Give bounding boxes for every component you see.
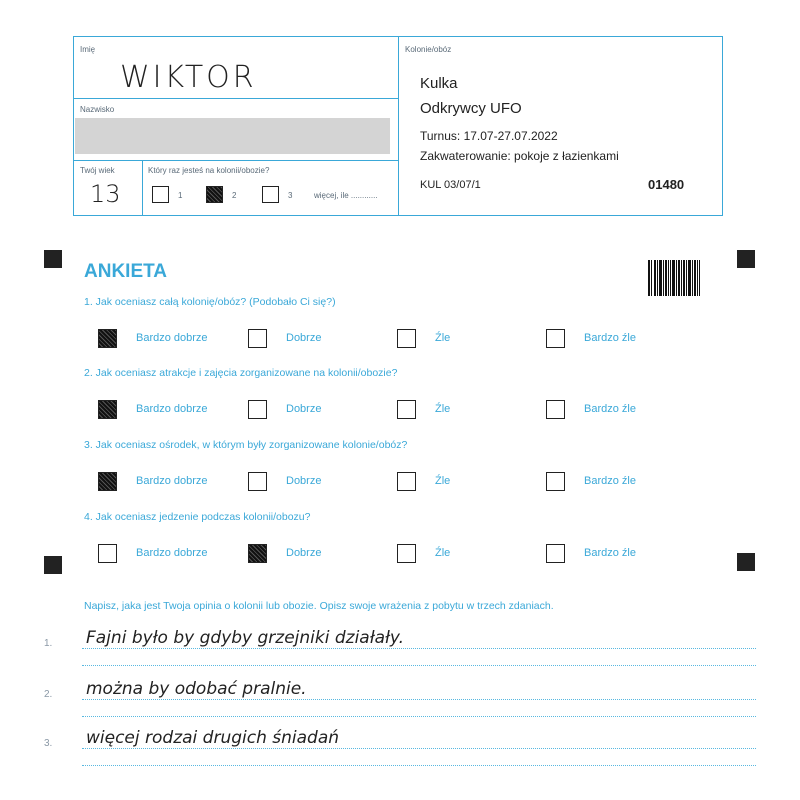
ktory-raz-option-2: 2 <box>232 191 237 200</box>
nazwisko-label: Nazwisko <box>80 105 115 114</box>
registration-marker-top-left <box>44 250 62 268</box>
opinion-line-number: 1. <box>44 638 53 649</box>
camp-program: Odkrywcy UFO <box>420 100 522 117</box>
ktory-raz-label: Który raz jesteś na kolonii/obozie? <box>148 166 270 175</box>
question-2-option-label: Bardzo źle <box>584 403 636 415</box>
barcode-icon <box>648 260 700 296</box>
question-4-checkbox-2[interactable] <box>248 544 267 563</box>
question-1-option-label: Bardzo źle <box>584 332 636 344</box>
question-3-checkbox-2[interactable] <box>248 472 267 491</box>
ktory-raz-checkbox-2[interactable] <box>206 186 223 203</box>
opinion-line-2-answer[interactable]: można by odobać pralnie. <box>86 679 307 699</box>
opinion-prompt: Napisz, jaka jest Twoja opinia o kolonii lub obozie. Opisz swoje wrażenia z pobytu w trzech zdaniach. <box>84 600 554 612</box>
question-3-text: 3. Jak oceniasz ośrodek, w którym były zorganizowane kolonie/obóz? <box>84 439 408 451</box>
question-1-checkbox-1[interactable] <box>98 329 117 348</box>
imie-label: Imię <box>80 45 96 54</box>
survey-title: ANKIETA <box>84 261 168 282</box>
wiek-value[interactable]: 13 <box>90 180 121 208</box>
camp-turnus: Turnus: 17.07-27.07.2022 <box>420 129 558 143</box>
camp-name: Kulka <box>420 75 458 92</box>
camp-label: Kolonie/obóz <box>405 45 452 54</box>
opinion-dotted-line <box>82 716 756 717</box>
header-divider-1 <box>73 98 398 99</box>
question-2-checkbox-3[interactable] <box>397 400 416 419</box>
opinion-line-number: 3. <box>44 738 53 749</box>
question-3-option-label: Dobrze <box>286 475 322 487</box>
header-divider-vertical <box>398 36 399 216</box>
question-2-option-label: Dobrze <box>286 403 322 415</box>
opinion-dotted-line <box>82 699 756 700</box>
opinion-line-number: 2. <box>44 689 53 700</box>
question-3-checkbox-1[interactable] <box>98 472 117 491</box>
question-2-text: 2. Jak oceniasz atrakcje i zajęcia zorganizowane na kolonii/obozie? <box>84 367 398 379</box>
question-3-option-label: Bardzo źle <box>584 475 636 487</box>
question-1-checkbox-3[interactable] <box>397 329 416 348</box>
question-4-checkbox-4[interactable] <box>546 544 565 563</box>
question-3-option-label: Bardzo dobrze <box>136 475 208 487</box>
camp-number: 01480 <box>648 177 685 192</box>
question-1-option-label: Bardzo dobrze <box>136 332 208 344</box>
question-3-checkbox-3[interactable] <box>397 472 416 491</box>
question-1-option-label: Źle <box>435 332 451 344</box>
question-4-text: 4. Jak oceniasz jedzenie podczas kolonii/obozu? <box>84 511 311 523</box>
opinion-dotted-line <box>82 665 756 666</box>
registration-marker-mid-right <box>737 553 755 571</box>
opinion-dotted-line <box>82 748 756 749</box>
question-4-checkbox-3[interactable] <box>397 544 416 563</box>
nazwisko-redacted <box>75 118 390 154</box>
ktory-raz-option-1: 1 <box>178 191 183 200</box>
question-2-option-label: Bardzo dobrze <box>136 403 208 415</box>
registration-marker-mid-left <box>44 556 62 574</box>
header-divider-2 <box>73 160 398 161</box>
opinion-line-3-answer[interactable]: więcej rodzai drugich śniadań <box>86 728 340 748</box>
question-1-option-label: Dobrze <box>286 332 322 344</box>
camp-code: KUL 03/07/1 <box>420 179 481 191</box>
opinion-dotted-line <box>82 765 756 766</box>
question-1-text: 1. Jak oceniasz całą kolonię/obóz? (Podobało Ci się?) <box>84 296 336 308</box>
opinion-dotted-line <box>82 648 756 649</box>
question-4-option-label: Bardzo dobrze <box>136 547 208 559</box>
header-divider-age <box>142 160 143 216</box>
question-2-checkbox-4[interactable] <box>546 400 565 419</box>
ktory-raz-checkbox-3[interactable] <box>262 186 279 203</box>
question-2-checkbox-2[interactable] <box>248 400 267 419</box>
registration-marker-top-right <box>737 250 755 268</box>
question-3-checkbox-4[interactable] <box>546 472 565 491</box>
question-1-checkbox-4[interactable] <box>546 329 565 348</box>
question-2-option-label: Źle <box>435 403 451 415</box>
question-1-checkbox-2[interactable] <box>248 329 267 348</box>
opinion-line-1-answer[interactable]: Fajni było by gdyby grzejniki działały. <box>86 628 405 648</box>
question-3-option-label: Źle <box>435 475 451 487</box>
wiek-label: Twój wiek <box>80 166 115 175</box>
question-4-checkbox-1[interactable] <box>98 544 117 563</box>
question-4-option-label: Bardzo źle <box>584 547 636 559</box>
question-4-option-label: Źle <box>435 547 451 559</box>
question-2-checkbox-1[interactable] <box>98 400 117 419</box>
ktory-raz-checkbox-1[interactable] <box>152 186 169 203</box>
wiecej-label: więcej, ile ............ <box>314 191 378 200</box>
camp-zakwaterowanie: Zakwaterowanie: pokoje z łazienkami <box>420 149 619 163</box>
question-4-option-label: Dobrze <box>286 547 322 559</box>
imie-value[interactable]: WIKTOR <box>120 60 257 95</box>
ktory-raz-option-3: 3 <box>288 191 293 200</box>
